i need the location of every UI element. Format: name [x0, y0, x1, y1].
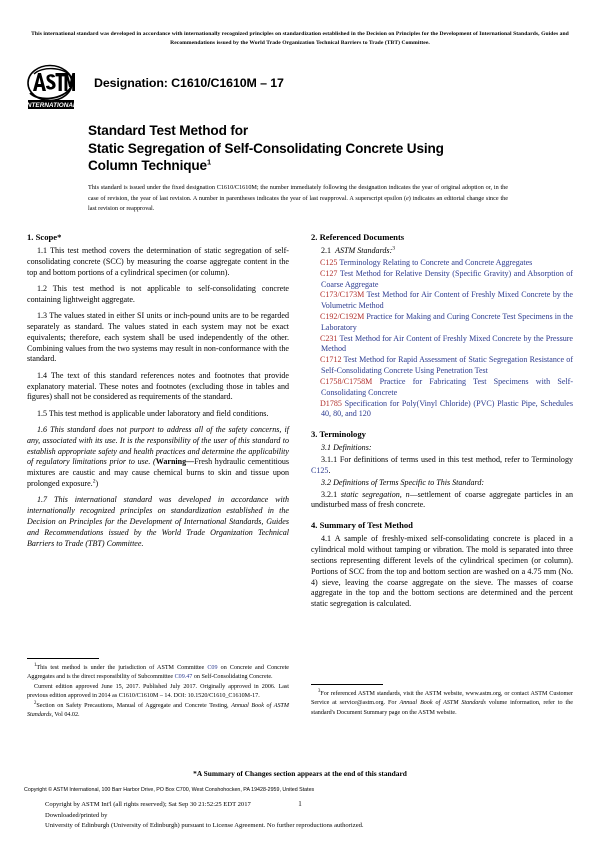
title-line-3: Column Technique$^1$ — [88, 157, 211, 174]
standard-title[interactable]: Specification for Poly(Vinyl Chloride) (PVC) Plastic Pipe, Schedules 40, 80, and 120 — [321, 398, 573, 419]
standard-title[interactable]: Terminology Relating to Concrete and Concrete Aggregates — [339, 257, 533, 267]
paragraph-4-1: 4.1 A sample of freshly-mixed self-consolidating concrete is placed in a cylindrical mold without tamping or vibration. The mold is separated into three sections representing different levels of the cylindrical specimen (or column). Portions of SCC from the top and bottom section are washed on a 4.75 mm (No. 4) sieve, leaving the coarse aggregate on the sieve. The masses of coarse aggregate in the top and the bottom sections are determined and the percent static segregation is calculated. — [311, 534, 573, 609]
link-c09-47[interactable]: C09.47 — [174, 674, 193, 681]
paragraph-1-6-warning-text: Fresh hydraulic cementitious mixtures are caustic and may cause chemical burns to skin and tissue upon prolonged exposure. — [27, 457, 289, 489]
astm-logo — [24, 62, 78, 112]
paragraph-3-2 — [311, 478, 573, 489]
section-heading-referenced-documents: 2. Referenced Documents — [311, 232, 405, 242]
standard-title[interactable]: Practice for Making and Curing Concrete Test Specimens in the Laboratory — [321, 312, 573, 332]
page-number: 1 — [298, 800, 302, 808]
paragraph-1-3: 1.3 The values stated in either SI units or inch-pound units are to be regarded separately as standard. The values stated in each system may not be exact equivalents; therefore, each system shall be used independently of the other. Combining values from the two systems may result in non-conformance with the standard. — [27, 311, 289, 364]
standard-title[interactable]: Test Method for Air Content of Freshly Mixed Concrete by the Volumetric Method — [321, 290, 573, 311]
list-item[interactable] — [311, 334, 573, 356]
definitions-label: 3.1 Definitions: — [321, 443, 372, 453]
paragraph-1-5: 1.5 This test method is applicable under laboratory and field conditions. — [37, 408, 269, 418]
standard-id[interactable]: C192/C192M — [320, 312, 365, 322]
list-item[interactable] — [311, 312, 573, 334]
footnote-2-marker: 2 — [34, 700, 37, 706]
term-static-segregation: static segregation, n — [340, 489, 410, 499]
standard-id[interactable]: D1785 — [320, 398, 342, 408]
standard-title[interactable]: Test Method for Relative Density (Specific Gravity) and Absorption of Coarse Aggregate — [321, 268, 573, 289]
epsilon-symbol: e — [406, 194, 409, 202]
footnote-2: $^2$Section on Safety Precautions, Manual of Aggregate and Concrete Testing, Annual Book of ASTM Standards, Vol 04.02. — [27, 700, 290, 719]
title-line-2: Static Segregation of Self-Consolidating Concrete Using — [88, 140, 444, 156]
footnote-marker-2: 2 — [92, 478, 96, 485]
paragraph-1-1: 1.1 This test method covers the determination of static segregation of self-consolidating concrete (SCC) by measuring the coarse aggregate content in the top and bottom portions of a cylindrical specimen (or column). — [27, 246, 289, 277]
footnote-divider — [311, 684, 383, 685]
right-column — [311, 232, 573, 616]
section-heading-scope: 1. Scope* — [27, 232, 62, 242]
paragraph-3-1-1-text: 3.1.1 For definitions of terms used in this test method, refer to Terminology — [321, 455, 573, 465]
list-item[interactable] — [311, 377, 573, 399]
summary-of-changes-note: *A Summary of Changes section appears at the end of this standard — [193, 769, 407, 778]
referenced-standards-list — [311, 258, 573, 420]
page-title — [88, 122, 508, 175]
download-line-1: Copyright by ASTM Int'l (all rights reserved); Sat Sep 30 21:52:25 EDT 2017 — [45, 801, 251, 808]
footnotes-left — [27, 658, 289, 721]
footnote-3-marker: 3 — [318, 688, 321, 694]
link-c09[interactable]: C09 — [207, 665, 218, 671]
issue-statement-part1: This standard is issued under the fixed designation C1610/C1610M; the number immediately following the designation indicates the year of original adoption or, in the case of revision, the year of last revision. A number in parentheses indicates the year of last reapproval. A superscript epsilon ( — [88, 184, 508, 202]
footnotes-right — [311, 684, 573, 718]
issue-statement-part2: ) indicates an editorial change since the last revision or reapproval. — [88, 194, 508, 213]
standard-title[interactable]: Test Method for Air Content of Freshly Mixed Concrete by the Pressure Method — [321, 333, 574, 354]
astm-logo-subtitle: INTERNATIONAL — [25, 102, 77, 109]
standard-id[interactable]: C127 — [320, 268, 338, 278]
title-footnote-marker: 1 — [206, 157, 211, 167]
footnote-current-edition: Current edition approved June 15, 2017. Published July 2017. Originally approved in 2006. Last previous edition approved in 2014 as C1610/C1610M – 14. DOI: 10.1520/C1610_C1610M-17. — [27, 684, 289, 700]
footnote-1: $^1$This test method is under the jurisdiction of ASTM Committee C09 on Concrete and Concrete Aggregates and is the direct responsibility of Subcommittee C09.47 on Self-Consolidating Concrete. — [27, 662, 290, 681]
left-column — [27, 232, 289, 555]
list-item[interactable] — [311, 399, 573, 421]
list-item[interactable] — [311, 355, 573, 377]
list-item[interactable] — [311, 290, 573, 312]
designation-text: Designation: C1610/C1610M – 17 — [94, 76, 284, 90]
section-heading-terminology: 3. Terminology — [311, 429, 366, 440]
paragraph-1-6-italic: 1.6 This standard does not purport to address all of the safety concerns, if any, associated with its use. It is the responsibility of the user of this standard to establish appropriate safety and health practices and determine the applicability of regulatory limitations prior to use. ( — [27, 425, 289, 467]
list-item[interactable] — [311, 258, 573, 269]
section-heading-summary: 4. Summary of Test Method — [311, 520, 413, 531]
tbt-banner: This international standard was developed in accordance with internationally recognized principles on standardization established in the Decision on Principles for the Development of International Standards, Guides and Recommendations issued by the World Trade Organization Technical Barriers to Trade (TBT) Committee. — [31, 31, 569, 47]
term-definition: —settlement of coarse aggregate particles in an undisturbed mass of fresh concrete. — [311, 489, 573, 510]
standard-id[interactable]: C1712 — [320, 355, 342, 365]
standard-title[interactable]: Practice for Fabricating Test Specimens with Self-Consolidating Concrete — [321, 376, 573, 397]
footnote-3: $^3$For referenced ASTM standards, visit the ASTM website, www.astm.org, or contact ASTM Customer Service at service@astm.org. For Annual Book of ASTM Standards volume information, refer to the standard's Document Summary page on the ASTM website. — [311, 688, 574, 716]
header-logo-row — [24, 62, 284, 112]
download-line-3: University of Edinburgh (University of Edinburgh) pursuant to License Agreement. No further reproductions authorized. — [45, 822, 364, 830]
copyright-line: Copyright © ASTM International, 100 Barr Harbor Drive, PO Box C700, West Conshohocken, PA 19428-2959, United States — [24, 787, 315, 793]
warning-label: Warning— — [155, 457, 195, 467]
download-line-2: Downloaded/printed by — [45, 811, 108, 819]
paragraph-1-2: 1.2 This test method is not applicable to self-consolidating concrete containing lightweight aggregate. — [27, 284, 289, 304]
paragraph-1-6 — [27, 425, 289, 490]
standard-id[interactable]: C1758/C1758M — [320, 376, 373, 386]
footnote-marker-3: 3 — [392, 245, 396, 252]
standard-id[interactable]: C173/C173M — [320, 290, 365, 300]
link-c125[interactable]: C125 — [311, 465, 329, 475]
title-line-1: Standard Test Method for — [88, 123, 249, 138]
standard-id[interactable]: C125 — [320, 257, 338, 267]
paragraph-3-2-1: 3.2.1 static segregation, n—settlement of coarse aggregate particles in an undisturbed mass of fresh concrete. — [311, 489, 573, 510]
subsection-2-1: 2.1 ASTM Standards:$^3$ — [321, 245, 396, 256]
list-item[interactable] — [311, 269, 573, 291]
paragraph-1-6-close: ) — [95, 479, 99, 489]
paragraph-1-4: 1.4 The text of this standard references notes and footnotes that provide explanatory material. These notes and footnotes (excluding those in tables and figures) shall not be considered as requirements of the standard. — [27, 370, 289, 402]
footnote-divider — [27, 658, 99, 659]
paragraph-1-7: 1.7 This international standard was developed in accordance with internationally recognized principles on standardization established in the Decision on Principles for the Development of International Standards, Guides and Recommendations issued by the World Trade Organization Technical Barriers to Trade (TBT) Committee. — [27, 495, 289, 548]
footnote-1-marker: 1 — [34, 662, 37, 668]
paragraph-3-1 — [311, 443, 573, 454]
specific-definitions-label: 3.2 Definitions of Terms Specific to This Standard: — [321, 477, 485, 487]
issue-statement — [88, 183, 508, 215]
standard-id[interactable]: C231 — [320, 333, 338, 343]
standard-title[interactable]: Test Method for Rapid Assessment of Static Segregation Resistance of Self-Consolidating Concrete Using Penetration Test — [321, 355, 573, 376]
astm-standards-label: ASTM Standards: — [335, 246, 393, 256]
paragraph-3-1-1: 3.1.1 For definitions of terms used in this test method, refer to Terminology C125. — [311, 455, 573, 475]
